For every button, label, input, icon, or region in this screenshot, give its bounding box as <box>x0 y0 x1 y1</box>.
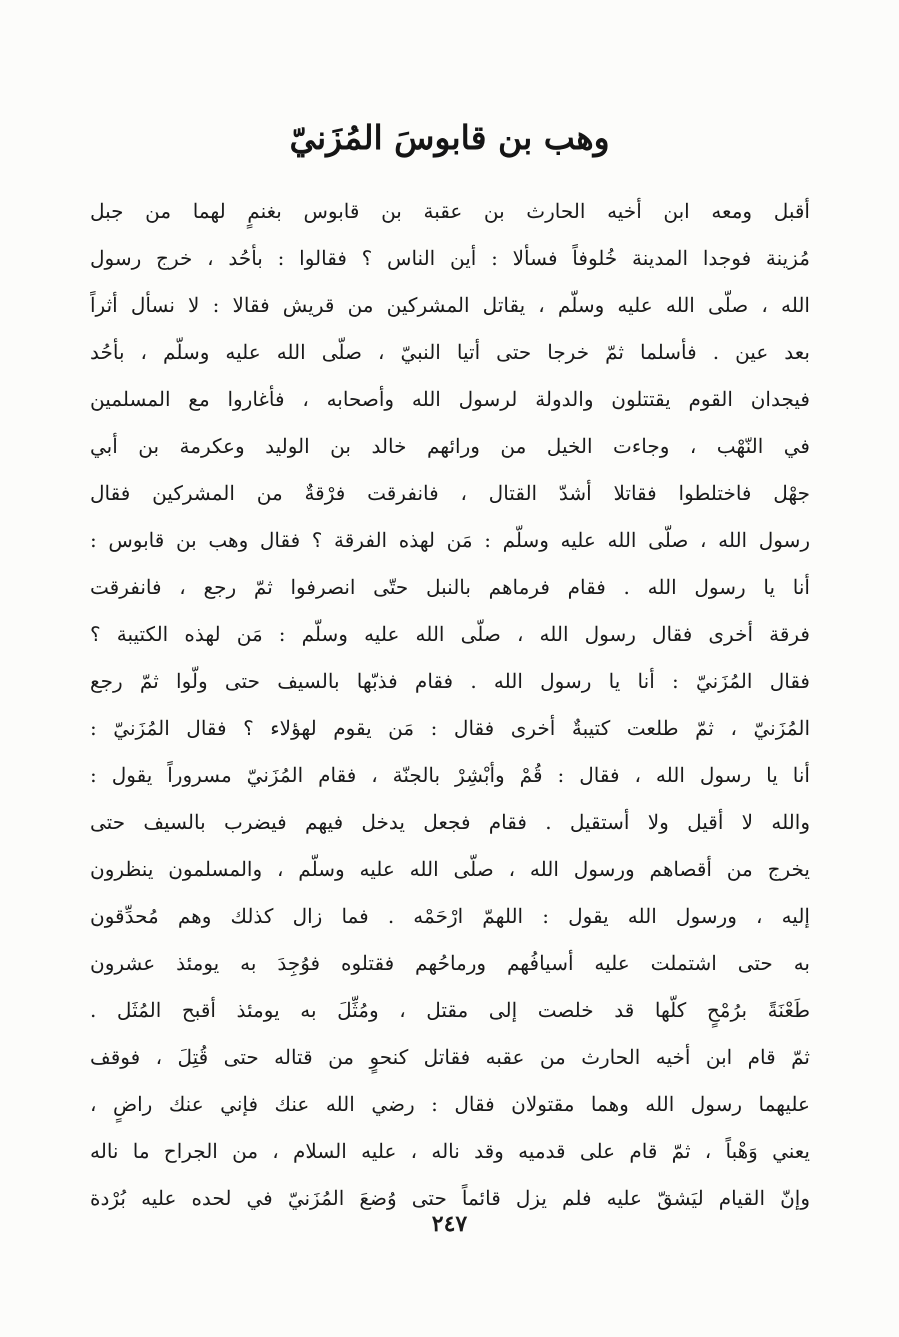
text-line: جهْل فاختلطوا فقاتلا أشدّ القتال ، فانفرقت فرْقةٌ من المشركين فقال <box>90 481 810 505</box>
text-line: رسول الله ، صلّى الله عليه وسلّم : مَن لهذه الفرقة ؟ فقال وهب بن قابوس : <box>90 528 810 552</box>
text-line: به حتى اشتملت عليه أسيافُهم ورماحُهم فقتلوه فوُجِدَ به يومئذ عشرون <box>90 951 810 975</box>
page-title: وهب بن قابوسَ المُزَنيّ <box>289 118 610 157</box>
text-line: مُزينة فوجدا المدينة خُلوفاً فسألا : أين الناس ؟ فقالوا : بأحُد ، خرج رسول <box>90 246 810 270</box>
text-line: أنا يا رسول الله . فقام فرماهم بالنبل حتّى انصرفوا ثمّ رجع ، فانفرقت <box>90 575 810 599</box>
text-line: عليهما رسول الله وهما مقتولان فقال : رضي الله عنك فإني عنك راضٍ ، <box>90 1092 810 1116</box>
text-body <box>90 188 810 1222</box>
text-line: وإنّ القيام ليَشقّ عليه فلم يزل قائماً حتى وُضعَ المُزَنيّ في لحده عليه بُرْدة <box>90 1186 810 1210</box>
text-line: يخرج من أقصاهم ورسول الله ، صلّى الله عليه وسلّم ، والمسلمون ينظرون <box>90 857 810 881</box>
text-line: ثمّ قام ابن أخيه الحارث من عقبه فقاتل كنحوٍ من قتاله حتى قُتِلَ ، فوقف <box>90 1045 810 1069</box>
text-line: والله لا أقيل ولا أستقيل . فقام فجعل يدخل فيهم فيضرب بالسيف حتى <box>90 810 810 834</box>
text-line: فرقة أخرى فقال رسول الله ، صلّى الله عليه وسلّم : مَن لهذه الكتيبة ؟ <box>90 622 810 646</box>
text-line: إليه ، ورسول الله يقول : اللهمّ ارْحَمْه . فما زال كذلك وهم مُحدِّقون <box>90 904 810 928</box>
text-line: فقال المُزَنيّ : أنا يا رسول الله . فقام فذبّها بالسيف حتى ولّوا ثمّ رجع <box>90 669 810 693</box>
text-line: فيجدان القوم يقتتلون والدولة لرسول الله وأصحابه ، فأغاروا مع المسلمين <box>90 387 810 411</box>
text-line: طَعْنَةً برُمْحٍ كلّها قد خلصت إلى مقتل ، ومُثِّلَ به يومئذ أقبح المُثَل . <box>90 998 810 1022</box>
text-line: أنا يا رسول الله ، فقال : قُمْ وأبْشِرْ بالجنّة ، فقام المُزَنيّ مسروراً يقول : <box>90 763 810 787</box>
text-line: أقبل ومعه ابن أخيه الحارث بن عقبة بن قابوس بغنمٍ لهما من جبل <box>90 199 810 223</box>
text-line: يعني وَهْباً ، ثمّ قام على قدميه وقد ناله ، عليه السلام ، من الجراح ما ناله <box>90 1139 810 1163</box>
text-line: الله ، صلّى الله عليه وسلّم ، يقاتل المشركين من قريش فقالا : لا نسأل أثراً <box>90 293 810 317</box>
text-line: بعد عين . فأسلما ثمّ خرجا حتى أتيا النبيّ ، صلّى الله عليه وسلّم ، بأحُد <box>90 340 810 364</box>
page-number: ٢٤٧ <box>431 1211 468 1237</box>
text-line: في النّهْب ، وجاءت الخيل من ورائهم خالد بن الوليد وعكرمة بن أبي <box>90 434 810 458</box>
text-line: المُزَنيّ ، ثمّ طلعت كتيبةٌ أخرى فقال : مَن يقوم لهؤلاء ؟ فقال المُزَنيّ : <box>90 716 810 740</box>
